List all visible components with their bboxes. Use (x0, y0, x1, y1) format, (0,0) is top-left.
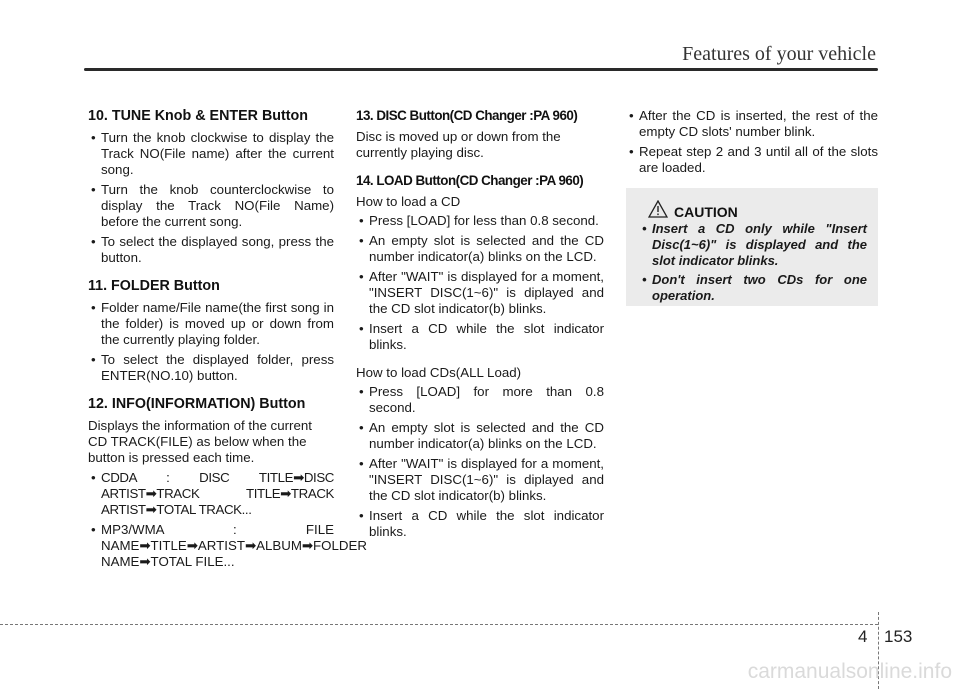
section-12-title: 12. INFO(INFORMATION) Button (88, 396, 306, 412)
section-12-list (88, 470, 367, 570)
footer-rule (0, 624, 878, 625)
header-title: Features of your vehicle (682, 43, 876, 65)
section-13-text: Disc is moved up or down from the currently playing disc. (356, 129, 561, 160)
caution-header (648, 200, 738, 223)
list-item: • An empty slot is selected and the CD number indicator(a) blinks on the LCD. (356, 233, 604, 265)
list-item: • After "WAIT" is displayed for a moment, "INSERT DISC(1~6)" is diplayed and the CD slot indicator(b) blinks. (356, 269, 604, 317)
watermark: carmanualsonline.info (747, 660, 952, 683)
section-14-title: 14. LOAD Button(CD Changer :PA 960) (356, 173, 584, 188)
section-11-title: 11. FOLDER Button (88, 278, 220, 294)
column-left (88, 108, 367, 574)
list-item: • To select the displayed folder, press ENTER(NO.10) button. (88, 352, 334, 384)
list-item: • After the CD is inserted, the rest of the empty CD slots' number blink. (626, 108, 878, 140)
caution-list (639, 221, 867, 307)
column-middle (356, 108, 604, 544)
warning-triangle-icon (648, 200, 674, 223)
list-item: • Insert a CD only while "Insert Disc(1~6)" is displayed and the slot indicator blinks. (639, 221, 867, 269)
howto-load-one: How to load a CD (356, 194, 461, 209)
list-item: • Press [LOAD] for more than 0.8 second. (356, 384, 604, 416)
header-rule (84, 68, 878, 71)
list-item: • Don't insert two CDs for one operation. (639, 272, 867, 304)
list-item: • Press [LOAD] for less than 0.8 second. (356, 213, 604, 229)
load-all-list (356, 384, 604, 540)
list-item: • Turn the knob counterclockwise to display the Track NO(File Name) before the current song. (88, 182, 334, 230)
list-item: • An empty slot is selected and the CD number indicator(a) blinks on the LCD. (356, 420, 604, 452)
section-10-list (88, 130, 334, 266)
howto-load-all: How to load CDs(ALL Load) (356, 365, 522, 380)
list-item: • To select the displayed song, press the button. (88, 234, 334, 266)
list-item: • CDDA : DISC TITLE➡DISC ARTIST➡TRACK TITLE➡TRACK ARTIST➡TOTAL TRACK... (88, 470, 334, 518)
list-item: • MP3/WMA : FILE NAME➡TITLE➡ARTIST➡ALBUM➡FOLDER NAME➡TOTAL FILE... (88, 522, 334, 570)
list-item: • After "WAIT" is displayed for a moment, "INSERT DISC(1~6)" is diplayed and the CD slot indicator(b) blinks. (356, 456, 604, 504)
section-13-title: 13. DISC Button(CD Changer :PA 960) (356, 108, 578, 123)
page-number: 153 (884, 627, 913, 646)
list-item: • Repeat step 2 and 3 until all of the slots are loaded. (626, 144, 878, 176)
caution-box (626, 188, 878, 306)
chapter-number: 4 (858, 627, 868, 646)
section-10-title: 10. TUNE Knob & ENTER Button (88, 108, 309, 124)
list-item: • Insert a CD while the slot indicator blinks. (356, 508, 604, 540)
column-right (626, 108, 878, 180)
section-12-intro: Displays the information of the current CD TRACK(FILE) as below when the button is pressed each time. (88, 418, 312, 465)
load-one-list (356, 213, 604, 353)
list-item: • Turn the knob clockwise to display the Track NO(File name) after the current song. (88, 130, 334, 178)
list-item: • Insert a CD while the slot indicator blinks. (356, 321, 604, 353)
caution-title: CAUTION (674, 203, 738, 220)
section-11-list (88, 300, 334, 384)
list-item: • Folder name/File name(the first song in the folder) is moved up or down from the currently playing folder. (88, 300, 334, 348)
continued-list (626, 108, 878, 176)
